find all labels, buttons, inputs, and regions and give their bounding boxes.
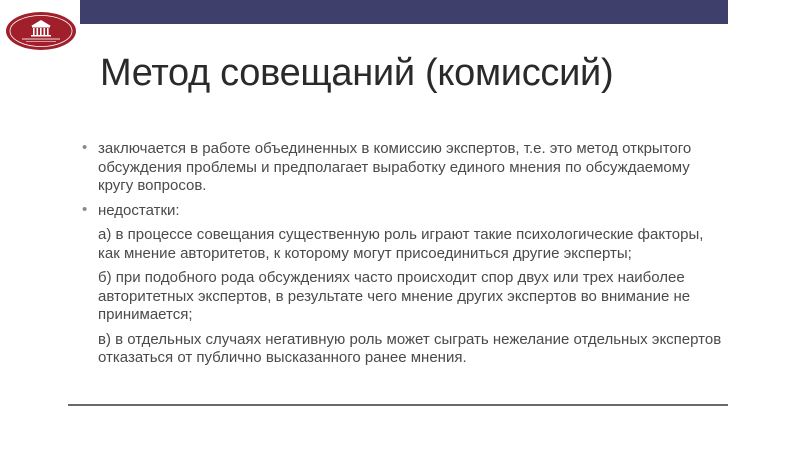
bullet-dot-icon: •: [82, 200, 88, 218]
bullet-text: недостатки:: [98, 201, 180, 219]
slide-title: Метод совещаний (комиссий): [100, 52, 614, 94]
bullet-text: заключается в работе объединенных в комиссию экспертов, т.е. это метод открытого обсуждения проблемы и предполагает выработку единого мнения по обсуждаемому кругу вопросов.: [98, 140, 692, 194]
subitem-a: а) в процессе совещания существенную роль играют такие психологические факторы, как мнение авторитетов, к которому могут присоединиться другие эксперты;: [98, 226, 704, 262]
bullet-dot-icon: •: [82, 139, 88, 156]
bottom-divider: [68, 404, 728, 406]
university-logo-icon: [4, 10, 78, 52]
slide-content: [82, 140, 722, 374]
bullet-item: [82, 202, 722, 221]
bullet-item: [82, 140, 722, 196]
header-accent-bar: [80, 0, 728, 24]
subitem-b: б) при подобного рода обсуждениях часто происходит спор двух или трех наиболее авторитетных экспертов, в результате чего мнение других экспертов во внимание не принимается;: [98, 269, 691, 323]
subitem-c: в) в отдельных случаях негативную роль может сыграть нежелание отдельных экспертов отказаться от публично высказанного ранее мнения.: [98, 330, 722, 366]
